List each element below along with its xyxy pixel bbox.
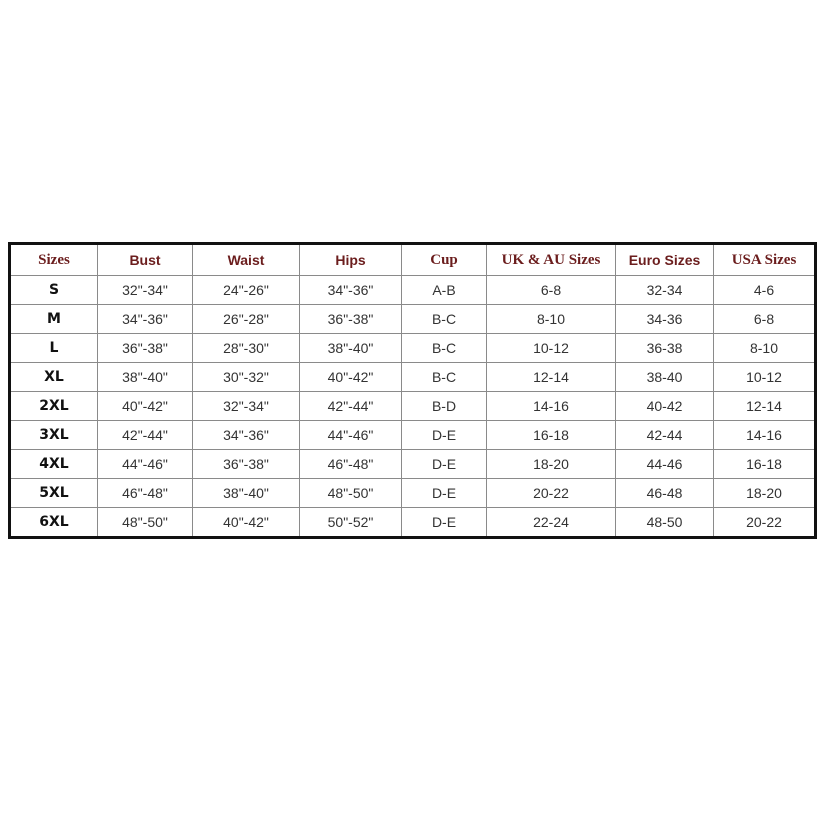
uk-au-size-cell: 18-20	[487, 450, 616, 479]
waist-cell: 40"-42"	[193, 508, 300, 538]
col-sizes-header: Sizes	[10, 244, 98, 276]
bust-cell: 48"-50"	[98, 508, 193, 538]
waist-cell: 30"-32"	[193, 363, 300, 392]
euro-size-cell: 40-42	[616, 392, 714, 421]
table-row	[10, 450, 816, 479]
col-waist-header: Waist	[193, 244, 300, 276]
uk-au-size-cell: 10-12	[487, 334, 616, 363]
euro-size-cell: 42-44	[616, 421, 714, 450]
size-cell: M	[10, 305, 98, 334]
table-row	[10, 334, 816, 363]
hips-cell: 50"-52"	[300, 508, 402, 538]
size-cell: 2XL	[10, 392, 98, 421]
hips-cell: 38"-40"	[300, 334, 402, 363]
waist-cell: 34"-36"	[193, 421, 300, 450]
hips-cell: 36"-38"	[300, 305, 402, 334]
table-row	[10, 392, 816, 421]
bust-cell: 42"-44"	[98, 421, 193, 450]
usa-size-cell: 8-10	[714, 334, 816, 363]
size-chart-table	[8, 242, 817, 539]
waist-cell: 26"-28"	[193, 305, 300, 334]
hips-cell: 34"-36"	[300, 276, 402, 305]
table-row	[10, 305, 816, 334]
table-row	[10, 276, 816, 305]
euro-size-cell: 46-48	[616, 479, 714, 508]
hips-cell: 40"-42"	[300, 363, 402, 392]
size-cell: S	[10, 276, 98, 305]
hips-cell: 46"-48"	[300, 450, 402, 479]
cup-cell: D-E	[402, 508, 487, 538]
hips-cell: 42"-44"	[300, 392, 402, 421]
uk-au-size-cell: 22-24	[487, 508, 616, 538]
col-hips-header: Hips	[300, 244, 402, 276]
bust-cell: 34"-36"	[98, 305, 193, 334]
usa-size-cell: 4-6	[714, 276, 816, 305]
bust-cell: 44"-46"	[98, 450, 193, 479]
bust-cell: 46"-48"	[98, 479, 193, 508]
waist-cell: 36"-38"	[193, 450, 300, 479]
size-cell: 4XL	[10, 450, 98, 479]
size-cell: 6XL	[10, 508, 98, 538]
usa-size-cell: 6-8	[714, 305, 816, 334]
cup-cell: B-C	[402, 334, 487, 363]
col-uk-au-sizes-header: UK & AU Sizes	[487, 244, 616, 276]
col-euro-sizes-header: Euro Sizes	[616, 244, 714, 276]
header-row	[10, 244, 816, 276]
usa-size-cell: 10-12	[714, 363, 816, 392]
usa-size-cell: 20-22	[714, 508, 816, 538]
usa-size-cell: 18-20	[714, 479, 816, 508]
hips-cell: 44"-46"	[300, 421, 402, 450]
uk-au-size-cell: 6-8	[487, 276, 616, 305]
bust-cell: 36"-38"	[98, 334, 193, 363]
usa-size-cell: 16-18	[714, 450, 816, 479]
cup-cell: D-E	[402, 450, 487, 479]
waist-cell: 28"-30"	[193, 334, 300, 363]
waist-cell: 24"-26"	[193, 276, 300, 305]
uk-au-size-cell: 12-14	[487, 363, 616, 392]
size-cell: L	[10, 334, 98, 363]
usa-size-cell: 14-16	[714, 421, 816, 450]
bust-cell: 40"-42"	[98, 392, 193, 421]
table-body	[10, 276, 816, 538]
cup-cell: A-B	[402, 276, 487, 305]
table-row	[10, 421, 816, 450]
uk-au-size-cell: 8-10	[487, 305, 616, 334]
euro-size-cell: 32-34	[616, 276, 714, 305]
euro-size-cell: 34-36	[616, 305, 714, 334]
table-row	[10, 363, 816, 392]
col-bust-header: Bust	[98, 244, 193, 276]
col-cup-header: Cup	[402, 244, 487, 276]
uk-au-size-cell: 16-18	[487, 421, 616, 450]
waist-cell: 38"-40"	[193, 479, 300, 508]
euro-size-cell: 38-40	[616, 363, 714, 392]
cup-cell: B-C	[402, 305, 487, 334]
size-cell: XL	[10, 363, 98, 392]
table-header	[10, 244, 816, 276]
table-row	[10, 479, 816, 508]
hips-cell: 48"-50"	[300, 479, 402, 508]
table-row	[10, 508, 816, 538]
euro-size-cell: 36-38	[616, 334, 714, 363]
uk-au-size-cell: 14-16	[487, 392, 616, 421]
size-cell: 3XL	[10, 421, 98, 450]
waist-cell: 32"-34"	[193, 392, 300, 421]
euro-size-cell: 48-50	[616, 508, 714, 538]
cup-cell: B-C	[402, 363, 487, 392]
cup-cell: D-E	[402, 479, 487, 508]
euro-size-cell: 44-46	[616, 450, 714, 479]
cup-cell: B-D	[402, 392, 487, 421]
usa-size-cell: 12-14	[714, 392, 816, 421]
bust-cell: 32"-34"	[98, 276, 193, 305]
size-cell: 5XL	[10, 479, 98, 508]
col-usa-sizes-header: USA Sizes	[714, 244, 816, 276]
cup-cell: D-E	[402, 421, 487, 450]
uk-au-size-cell: 20-22	[487, 479, 616, 508]
bust-cell: 38"-40"	[98, 363, 193, 392]
